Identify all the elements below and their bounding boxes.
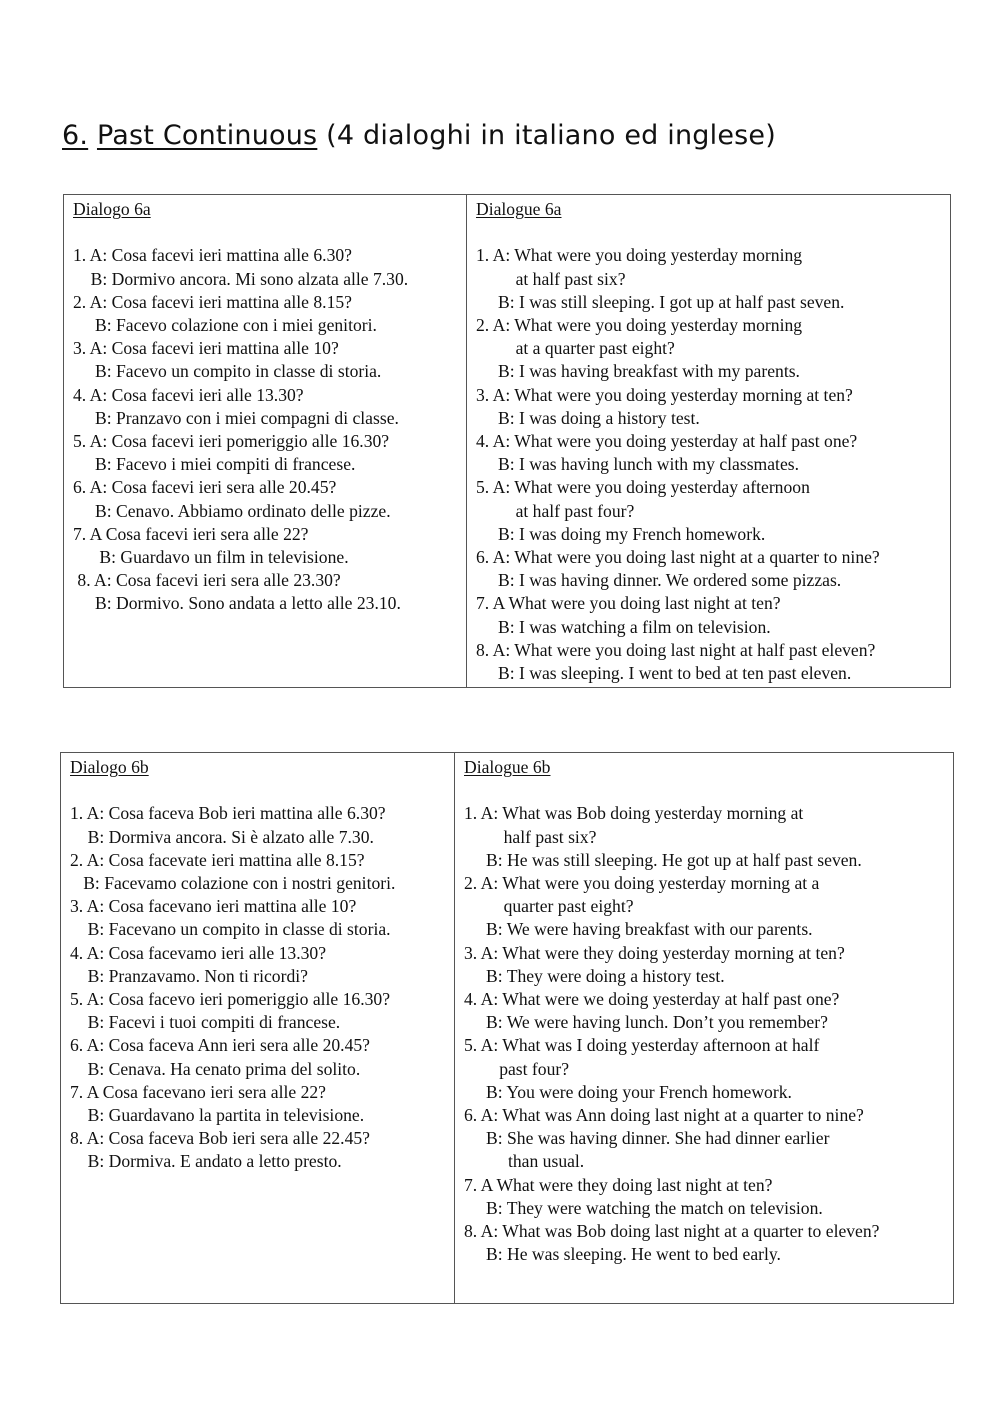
dialogue-table-6a — [63, 194, 951, 688]
dialogue-line: B: Facevo i miei compiti di francese. — [73, 454, 356, 475]
dialogue-line: at half past four? — [476, 500, 635, 521]
dialogue-line: 8. A: Cosa facevi ieri sera alle 23.30? — [73, 570, 341, 591]
dialogue-line: 8. A: What was Bob doing last night at a quarter to eleven? — [464, 1221, 880, 1242]
dialogue-line: 5. A: Cosa facevi ieri pomeriggio alle 16.30? — [73, 431, 390, 452]
dialogue-line: 8. A: Cosa faceva Bob ieri sera alle 22.45? — [70, 1128, 370, 1149]
dialogue-line: at a quarter past eight? — [476, 338, 675, 359]
title-main: Past Continuous — [96, 120, 318, 151]
dialogue-line: 1. A: Cosa facevi ieri mattina alle 6.30? — [73, 245, 352, 266]
dialogue-line: B: You were doing your French homework. — [464, 1081, 792, 1102]
dialogue-line: B: Facevamo colazione con i nostri genitori. — [70, 873, 396, 893]
dialogue-line: B: Pranzavamo. Non ti ricordi? — [70, 965, 308, 986]
dialogue-line: B: They were doing a history test. — [464, 965, 725, 986]
dialogue-line: 6. A: What was Ann doing last night at a quarter to nine? — [464, 1105, 864, 1126]
english-column-6b — [454, 753, 953, 1303]
dialogue-line: 1. A: What were you doing yesterday morning — [476, 245, 803, 266]
dialogue-line: 1. A: What was Bob doing yesterday morning at — [464, 803, 804, 824]
dialogue-line: B: Dormiva. E andato a letto presto. — [70, 1151, 342, 1172]
dialogue-line: 7. A Cosa facevi ieri sera alle 22? — [73, 523, 309, 544]
dialogue-line: 8. A: What were you doing last night at half past eleven? — [476, 639, 876, 660]
dialogue-line: 2. A: Cosa facevate ieri mattina alle 8.15? — [70, 849, 365, 870]
dialogue-line: B: Facevano un compito in classe di storia. — [70, 919, 391, 940]
dialogue-line: B: I was sleeping. I went to bed at ten past eleven. — [476, 663, 852, 684]
dialogue-line: B: He was sleeping. He went to bed early. — [464, 1244, 781, 1265]
dialogue-line: 7. A Cosa facevano ieri sera alle 22? — [70, 1081, 326, 1102]
dialogue-line: B: I was having dinner. We ordered some pizzas. — [476, 570, 842, 591]
dialogue-line: B: He was still sleeping. He got up at half past seven. — [464, 849, 862, 870]
dialogue-heading-6a-en: Dialogue 6a — [476, 199, 562, 219]
dialogue-line: B: Facevo colazione con i miei genitori. — [73, 315, 377, 335]
dialogue-line: B: I was doing a history test. — [476, 407, 700, 428]
dialogue-line: 3. A: What were they doing yesterday morning at ten? — [464, 942, 845, 963]
dialogue-line: 2. A: What were you doing yesterday morning — [476, 315, 803, 335]
dialogue-line: 5. A: What was I doing yesterday afternoon at half — [464, 1035, 820, 1056]
dialogue-lines-6a-it — [73, 244, 466, 615]
dialogue-line: B: I was watching a film on television. — [476, 616, 771, 637]
dialogue-line: B: Guardavano la partita in televisione. — [70, 1105, 365, 1126]
dialogue-line: B: Dormivo ancora. Mi sono alzata alle 7.30. — [73, 268, 409, 289]
dialogue-line: quarter past eight? — [464, 896, 634, 917]
dialogue-line: 7. A What were you doing last night at ten? — [476, 593, 781, 614]
italian-column-6a — [64, 195, 466, 687]
dialogue-lines-6b-it — [70, 802, 454, 1173]
dialogue-line: 3. A: Cosa facevi ieri mattina alle 10? — [73, 338, 339, 359]
dialogue-line: B: I was still sleeping. I got up at half past seven. — [476, 291, 845, 312]
dialogue-line: 3. A: What were you doing yesterday morning at ten? — [476, 384, 853, 405]
dialogue-line: B: We were having breakfast with our parents. — [464, 919, 813, 940]
dialogue-heading-6a-it: Dialogo 6a — [73, 199, 151, 219]
dialogue-line: at half past six? — [476, 268, 626, 289]
dialogue-line: B: We were having lunch. Don’t you remember? — [464, 1012, 828, 1033]
dialogue-line: 5. A: What were you doing yesterday afternoon — [476, 477, 810, 498]
dialogue-line: half past six? — [464, 826, 597, 847]
dialogue-line: B: I was having breakfast with my parents. — [476, 361, 800, 382]
dialogue-heading-6b-en: Dialogue 6b — [464, 757, 551, 777]
dialogue-line: B: Guardavo un film in televisione. — [73, 547, 349, 568]
dialogue-line: 5. A: Cosa facevo ieri pomeriggio alle 16.30? — [70, 989, 391, 1010]
dialogue-line: B: I was having lunch with my classmates. — [476, 454, 799, 475]
dialogue-heading-6b-it: Dialogo 6b — [70, 757, 149, 777]
dialogue-line: 2. A: What were you doing yesterday morning at a — [464, 873, 820, 893]
dialogue-line: 4. A: Cosa facevi ieri alle 13.30? — [73, 384, 304, 405]
dialogue-line: 4. A: What were we doing yesterday at half past one? — [464, 989, 840, 1010]
dialogue-line: past four? — [464, 1058, 570, 1079]
dialogue-line: 6. A: What were you doing last night at a quarter to nine? — [476, 547, 880, 568]
title-subtitle: (4 dialoghi in italiano ed inglese) — [326, 120, 776, 151]
dialogue-line: B: Facevo un compito in classe di storia. — [73, 361, 382, 382]
dialogue-line: B: Pranzavo con i miei compagni di classe. — [73, 407, 399, 428]
dialogue-line: B: Dormiva ancora. Si è alzato alle 7.30. — [70, 826, 374, 847]
dialogue-line: B: Cenavo. Abbiamo ordinato delle pizze. — [73, 500, 391, 521]
dialogue-line: B: Facevi i tuoi compiti di francese. — [70, 1012, 341, 1033]
dialogue-line: B: Dormivo. Sono andata a letto alle 23.10. — [73, 593, 401, 614]
dialogue-line: B: They were watching the match on television. — [464, 1197, 823, 1218]
english-column-6a — [466, 195, 950, 687]
dialogue-line: B: I was doing my French homework. — [476, 523, 766, 544]
page-title — [62, 120, 776, 151]
dialogue-line: 6. A: Cosa faceva Ann ieri sera alle 20.45? — [70, 1035, 370, 1056]
dialogue-line: 6. A: Cosa facevi ieri sera alle 20.45? — [73, 477, 337, 498]
dialogue-line: 4. A: Cosa facevamo ieri alle 13.30? — [70, 942, 327, 963]
dialogue-line: 2. A: Cosa facevi ieri mattina alle 8.15? — [73, 291, 352, 312]
italian-column-6b — [61, 753, 454, 1303]
dialogue-lines-6b-en — [464, 802, 953, 1266]
dialogue-line: 3. A: Cosa facevano ieri mattina alle 10? — [70, 896, 357, 917]
dialogue-lines-6a-en — [476, 244, 950, 685]
dialogue-line: B: Cenava. Ha cenato prima del solito. — [70, 1058, 361, 1079]
dialogue-line: 1. A: Cosa faceva Bob ieri mattina alle 6.30? — [70, 803, 386, 824]
title-number: 6. — [62, 120, 89, 151]
dialogue-line: than usual. — [464, 1151, 585, 1172]
dialogue-line: B: She was having dinner. She had dinner earlier — [464, 1128, 830, 1149]
dialogue-line: 7. A What were they doing last night at ten? — [464, 1174, 773, 1195]
dialogue-table-6b — [60, 752, 954, 1304]
dialogue-line: 4. A: What were you doing yesterday at half past one? — [476, 431, 858, 452]
